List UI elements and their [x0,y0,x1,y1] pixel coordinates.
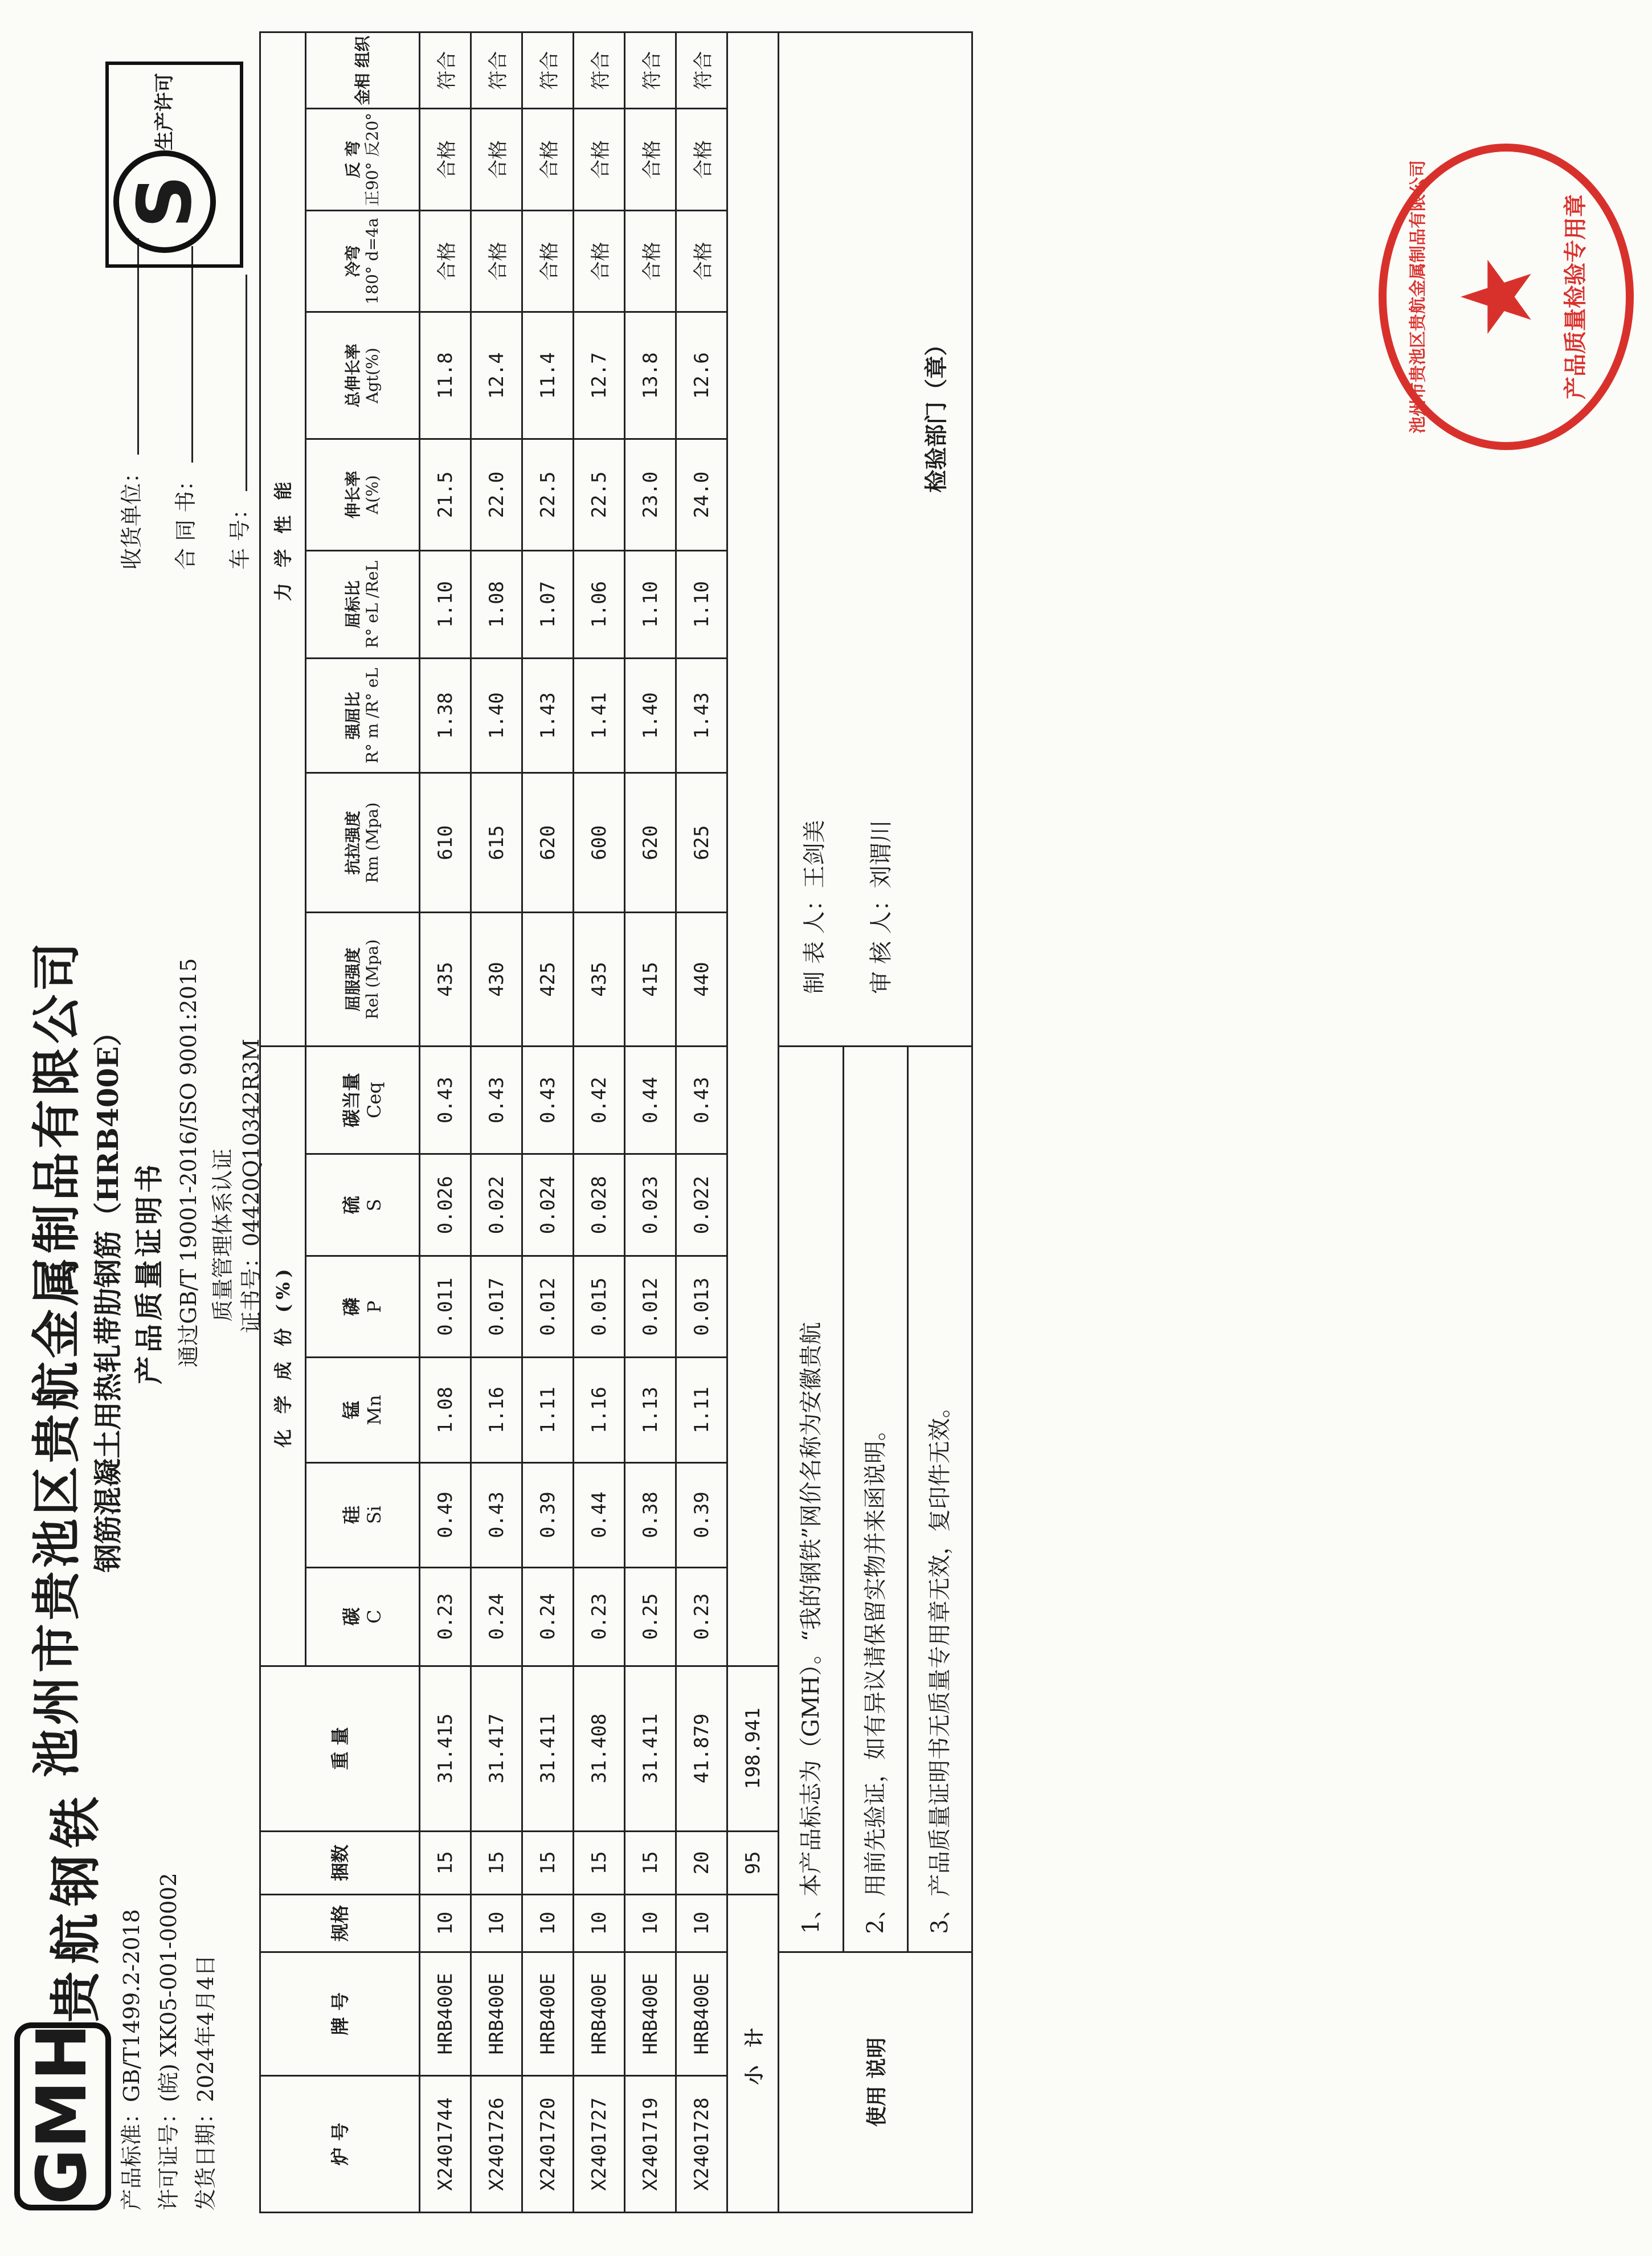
cell-p: 0.013 [676,1256,727,1358]
cell-rm: 600 [574,773,625,913]
cell-mn: 1.08 [420,1358,471,1462]
cell-spec: 10 [574,1895,625,1952]
cell-ratio2: 1.08 [471,550,522,659]
cell-mn: 1.11 [676,1358,727,1462]
cell-weight: 31.408 [574,1666,625,1831]
vehicle-field [222,275,253,570]
cell-weight: 41.879 [676,1666,727,1831]
cell-rel: 440 [676,913,727,1046]
vehicle-label: 车 号： [227,497,252,570]
cell-ceq: 0.43 [471,1046,522,1154]
company-name: 池州市贵池区贵航金属制品有限公司 [28,939,85,1777]
cell-ratio1: 1.43 [522,659,574,773]
cell-rm: 620 [522,773,574,913]
cell-agt: 12.6 [676,312,727,439]
prepared-by: 制 表 人：王剑美 [802,820,828,994]
cell-agt: 11.8 [420,312,471,439]
cell-grade: HRB400E [574,1952,625,2076]
cell-bend: 合格 [522,210,574,312]
cell-mn: 1.16 [574,1358,625,1462]
table-row [420,32,471,2213]
cell-rebend: 合格 [471,109,522,211]
header-total-elongation: 总伸长率 Agt(%) [306,312,420,439]
cell-weight: 31.417 [471,1666,522,1831]
cell-rel: 435 [574,913,625,1046]
cell-ceq: 0.42 [574,1046,625,1154]
cell-mn: 1.16 [471,1358,522,1462]
cell-bend: 合格 [471,210,522,312]
usage-notes-row [779,32,972,2213]
header-grade: 牌 号 [260,1952,420,2076]
cell-a: 23.0 [625,439,676,550]
reviewed-by: 审 核 人：刘谓川 [868,820,894,994]
document-subtitle: 钢筋混凝土用热轧带肋钢筋（HRB400E） [91,1017,125,1572]
table-row [625,32,676,2213]
receiver-underline [137,238,139,455]
header-yield-strength: 屈服强度 Rel (Mpa) [306,913,420,1046]
cell-mn: 1.13 [625,1358,676,1462]
cell-si: 0.39 [676,1462,727,1567]
header-silicon: 硅 Si [306,1462,420,1567]
cell-s: 0.026 [420,1154,471,1256]
seal-company-text: 池州市贵池区贵航金属制品有限公司 [1408,160,1428,434]
header-cold-bend: 冷弯 180° d=4a [306,210,420,312]
cell-p: 0.015 [574,1256,625,1358]
cell-grade: HRB400E [420,1952,471,2076]
table-row [471,32,522,2213]
cell-bundles: 15 [522,1831,574,1895]
cell-bundles: 15 [420,1831,471,1895]
cell-furnace: X2401727 [574,2076,625,2213]
header-tensile-strength: 抗拉强度 Rm (Mpa) [306,773,420,913]
cell-s: 0.022 [471,1154,522,1256]
cell-si: 0.38 [625,1462,676,1567]
cell-rel: 430 [471,913,522,1046]
cell-rel: 425 [522,913,574,1046]
contract-underline [191,246,193,463]
header-carbon: 碳 C [306,1567,420,1666]
cell-ratio2: 1.07 [522,550,574,659]
cell-bundles: 15 [625,1831,676,1895]
cell-p: 0.012 [522,1256,574,1358]
header-yield-ratio: 屈标比 R° eL /ReL [306,550,420,659]
subtotal-label: 小 计 [727,1895,779,2213]
document-title: 产品质量证明书 [132,1161,166,1384]
usage-note-3: 3、产品质量证明书无质量专用章无效，复印件无效。 [907,1047,971,1951]
receiver-field [114,238,145,570]
cell-a: 22.5 [574,439,625,550]
cell-weight: 31.411 [522,1666,574,1831]
cell-rm: 625 [676,773,727,913]
cell-spec: 10 [625,1895,676,1952]
cell-furnace: X2401728 [676,2076,727,2213]
cell-grade: HRB400E [522,1952,574,2076]
cell-bend: 合格 [676,210,727,312]
cell-c: 0.23 [574,1567,625,1666]
header-furnace: 炉 号 [260,2076,420,2213]
usage-notes [779,1046,972,1952]
cell-p: 0.011 [420,1256,471,1358]
cell-si: 0.49 [420,1462,471,1567]
header-tensile-yield-ratio: 强屈比 R° m /R° eL [306,659,420,773]
cell-ratio1: 1.40 [625,659,676,773]
cell-s: 0.024 [522,1154,574,1256]
header-carbon-equivalent: 碳当量 Ceq [306,1046,420,1154]
cell-c: 0.24 [522,1567,574,1666]
header-manganese: 锰 Mn [306,1358,420,1462]
cell-s: 0.023 [625,1154,676,1256]
header-phosphorus: 磷 P [306,1256,420,1358]
qms-certification-label: 质量管理体系认证 [210,1148,235,1322]
cell-si: 0.43 [471,1462,522,1567]
table-header-row-1 [260,32,306,2213]
usage-note-2: 2、用前先验证，如有异议请保留实物并来函说明。 [843,1047,907,1951]
cell-rebend: 合格 [420,109,471,211]
cell-a: 22.0 [471,439,522,550]
header-chemical-composition: 化 学 成 份 (%) [260,1046,306,1666]
cell-bundles: 20 [676,1831,727,1895]
cell-c: 0.23 [676,1567,727,1666]
cell-p: 0.012 [625,1256,676,1358]
cell-bend: 合格 [420,210,471,312]
cell-weight: 31.411 [625,1666,676,1831]
cell-micro: 符合 [471,32,522,109]
cell-ceq: 0.43 [676,1046,727,1154]
license-number: 许可证号：(皖) XK05-001-00002 [156,1873,181,2210]
quality-table [259,31,973,2213]
cell-ratio1: 1.43 [676,659,727,773]
subtotal-blank [727,32,779,1666]
cell-grade: HRB400E [471,1952,522,2076]
cell-rel: 435 [420,913,471,1046]
cell-si: 0.44 [574,1462,625,1567]
cell-rebend: 合格 [522,109,574,211]
seal-star-icon: ★ [1441,253,1554,341]
cell-furnace: X2401726 [471,2076,522,2213]
cell-grade: HRB400E [676,1952,727,2076]
cell-c: 0.23 [420,1567,471,1666]
cell-c: 0.24 [471,1567,522,1666]
contract-label: 合 同 书： [173,469,198,570]
header-elongation: 伸长率 A(%) [306,439,420,550]
cell-bend: 合格 [574,210,625,312]
cell-micro: 符合 [574,32,625,109]
cell-bundles: 15 [471,1831,522,1895]
cell-bend: 合格 [625,210,676,312]
cell-ceq: 0.43 [420,1046,471,1154]
cell-ratio1: 1.38 [420,659,471,773]
usage-note-1: 1、本产品标志为（GMH）。“我的钢铁”网价名称为安徽贵航 [798,1322,824,1934]
cell-s: 0.022 [676,1154,727,1256]
contract-field [168,246,199,570]
header-sulfur: 硫 S [306,1154,420,1256]
cell-agt: 12.4 [471,312,522,439]
cell-rm: 615 [471,773,522,913]
cell-rm: 610 [420,773,471,913]
cell-p: 0.017 [471,1256,522,1358]
subtotal-row [727,32,779,2213]
header-microstructure: 金相 组织 [306,32,420,109]
header-mechanical-properties: 力 学 性 能 [260,32,306,1047]
cell-micro: 符合 [420,32,471,109]
cell-spec: 10 [676,1895,727,1952]
cell-furnace: X2401720 [522,2076,574,2213]
subtotal-weight: 198.941 [727,1666,779,1831]
qms-certification: 通过GB/T 19001-2016/ISO 9001:2015 [176,958,201,1367]
cell-spec: 10 [420,1895,471,1952]
header-weight: 重 量 [260,1666,420,1831]
product-standard: 产品标准：GB/T1499.2-2018 [119,1909,144,2210]
cell-a: 24.0 [676,439,727,550]
inspection-department: 检验部门（章） [923,333,950,493]
cell-rm: 620 [625,773,676,913]
cell-rebend: 合格 [676,109,727,211]
cell-ratio2: 1.10 [625,550,676,659]
vehicle-underline [246,275,247,491]
header-bundles: 捆数 [260,1831,420,1895]
header-rebend: 反 弯 正90° 反20° [306,109,420,211]
cell-a: 22.5 [522,439,574,550]
cell-micro: 符合 [522,32,574,109]
cell-ratio1: 1.40 [471,659,522,773]
cell-agt: 12.7 [574,312,625,439]
cell-ceq: 0.43 [522,1046,574,1154]
cell-rel: 415 [625,913,676,1046]
company-logo [14,2022,111,2210]
table-row [676,32,727,2213]
production-license-mark [105,62,243,268]
subtotal-bundles: 95 [727,1831,779,1895]
table-row [522,32,574,2213]
cell-si: 0.39 [522,1462,574,1567]
cell-bundles: 15 [574,1831,625,1895]
ship-date: 发货日期：2024年4月4日 [193,1954,218,2210]
cell-furnace: X2401744 [420,2076,471,2213]
cell-a: 21.5 [420,439,471,550]
license-s-icon: S [113,150,216,253]
cell-ratio1: 1.41 [574,659,625,773]
cell-spec: 10 [471,1895,522,1952]
cell-mn: 1.11 [522,1358,574,1462]
header-spec: 规格 [260,1895,420,1952]
license-mark-text: 生产许可 [153,73,176,150]
cell-agt: 13.8 [625,312,676,439]
cell-spec: 10 [522,1895,574,1952]
cell-grade: HRB400E [625,1952,676,2076]
cell-ceq: 0.44 [625,1046,676,1154]
seal-purpose-text: 产品质量检验专用章 [1562,194,1589,399]
usage-label: 使用 说明 [779,1952,972,2212]
logo-mark: GMH [23,2023,102,2205]
cell-s: 0.028 [574,1154,625,1256]
inspection-seal [1379,144,1634,450]
cell-micro: 符合 [625,32,676,109]
cell-rebend: 合格 [574,109,625,211]
cell-ratio2: 1.06 [574,550,625,659]
cell-ratio2: 1.10 [420,550,471,659]
cell-rebend: 合格 [625,109,676,211]
signature-area [779,32,972,1047]
cell-furnace: X2401719 [625,2076,676,2213]
table-row [574,32,625,2213]
receiver-label: 收货单位： [119,461,144,570]
cell-weight: 31.415 [420,1666,471,1831]
certificate-number: 证书号：04420Q10342R3M [239,1039,264,1333]
cell-ratio2: 1.10 [676,550,727,659]
logo-text: 贵航钢铁 [46,1790,106,2022]
cell-micro: 符合 [676,32,727,109]
cell-c: 0.25 [625,1567,676,1666]
cell-agt: 11.4 [522,312,574,439]
